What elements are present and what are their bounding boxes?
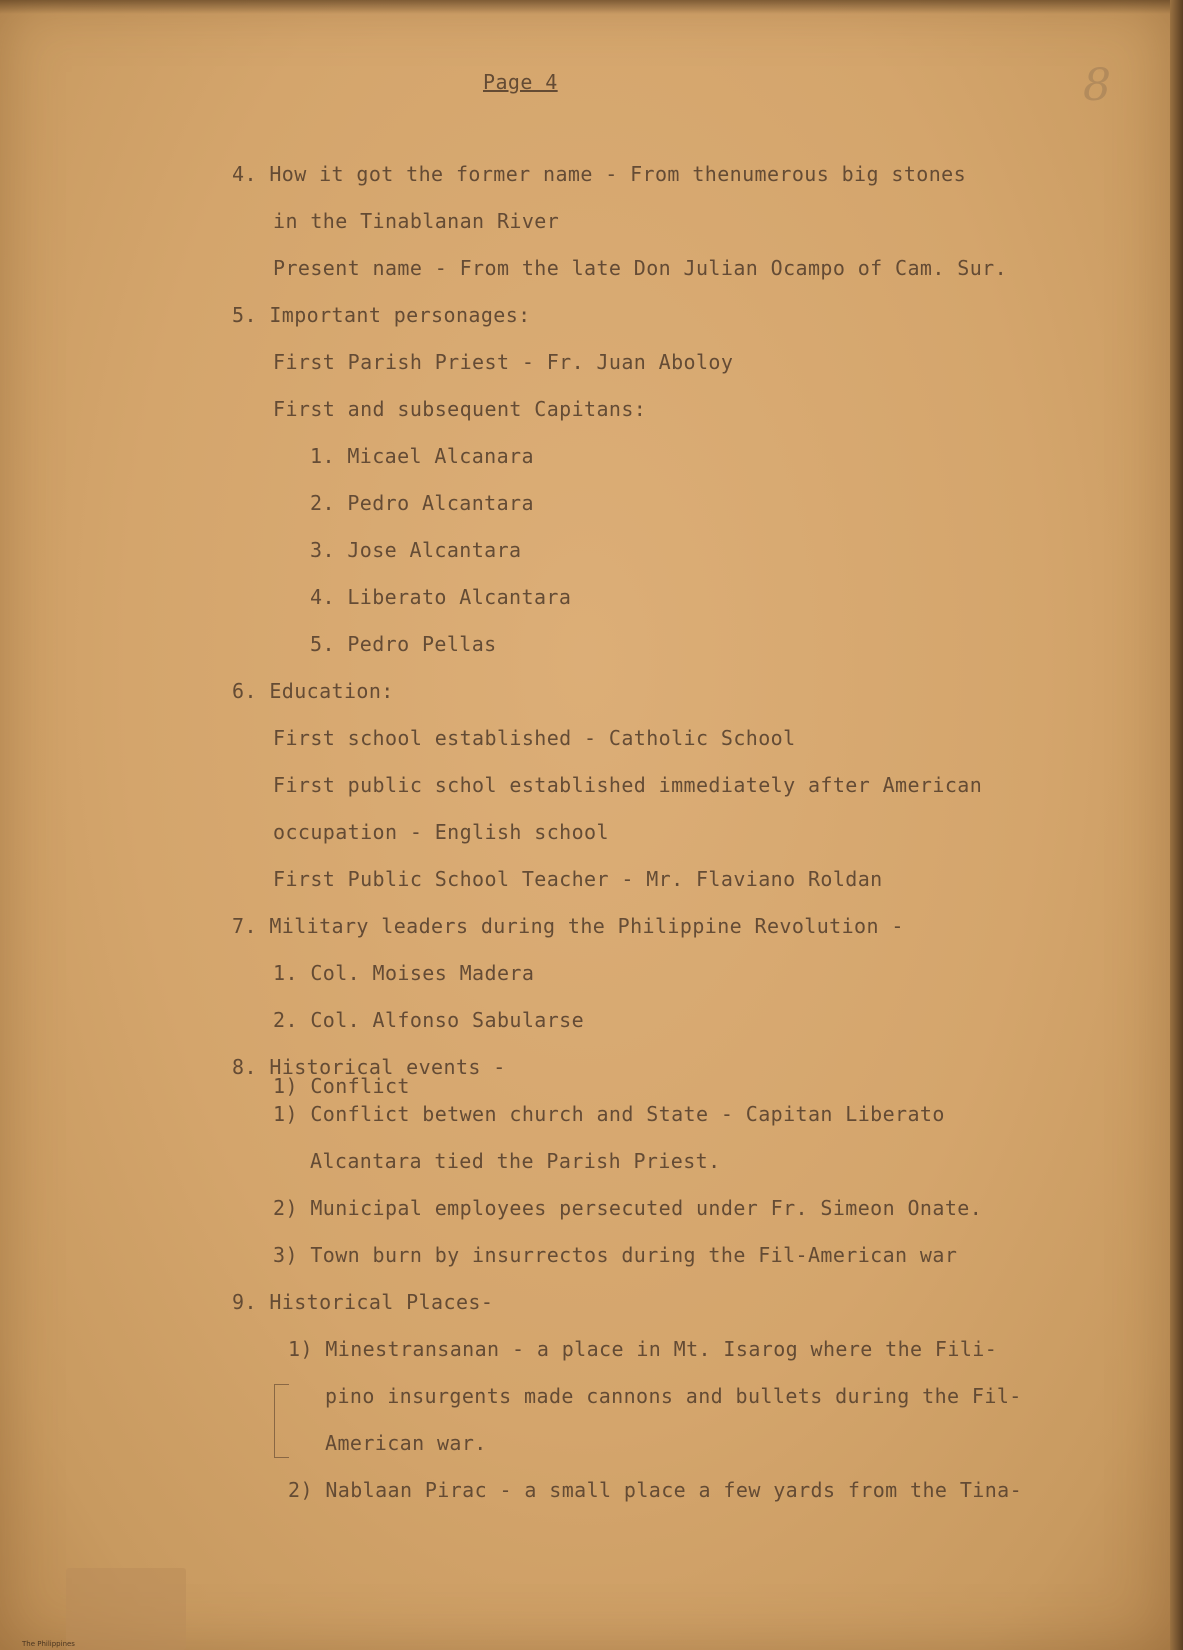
doc-line: 9. Historical Places-: [232, 1290, 494, 1314]
handwritten-bracket: [274, 1384, 289, 1458]
doc-line: 4. Liberato Alcantara: [310, 585, 572, 609]
doc-line: First and subsequent Capitans:: [273, 397, 647, 421]
doc-line: 8. Historical events -: [232, 1055, 506, 1079]
doc-line: Alcantara tied the Parish Priest.: [310, 1149, 721, 1173]
doc-line: 3) Town burn by insurrectos during the Fil-American war: [273, 1243, 958, 1267]
doc-line: 4. How it got the former name - From thenumerous big stones: [232, 162, 967, 186]
doc-line: 2) Municipal employees persecuted under Fr. Simeon Onate.: [273, 1196, 983, 1220]
footer-text: The Philippines: [22, 1640, 75, 1648]
doc-line: American war.: [325, 1431, 487, 1455]
doc-line: pino insurgents made cannons and bullets during the Fil-: [325, 1384, 1022, 1408]
doc-line: 6. Education:: [232, 679, 394, 703]
doc-line: 2. Pedro Alcantara: [310, 491, 534, 515]
doc-line: 1. Micael Alcanara: [310, 444, 534, 468]
doc-line: 1. Col. Moises Madera: [273, 961, 535, 985]
doc-line: 5. Pedro Pellas: [310, 632, 497, 656]
doc-line: occupation - English school: [273, 820, 609, 844]
page-top-shadow: [0, 0, 1170, 14]
doc-line: First Parish Priest - Fr. Juan Aboloy: [273, 350, 734, 374]
doc-line: 1) Conflict betwen church and State - Capitan Liberato: [273, 1102, 945, 1126]
doc-line: First public schol established immediately after American: [273, 773, 983, 797]
doc-line: Present name - From the late Don Julian Ocampo of Cam. Sur.: [273, 256, 1008, 280]
doc-line: in the Tinablanan River: [273, 209, 560, 233]
page-header: Page 4: [483, 70, 558, 94]
doc-line: 2. Col. Alfonso Sabularse: [273, 1008, 585, 1032]
doc-line: 1) Conflict: [273, 1074, 410, 1098]
doc-line: First Public School Teacher - Mr. Flaviano Roldan: [273, 867, 883, 891]
doc-line: 2) Nablaan Pirac - a small place a few yards from the Tina-: [288, 1478, 1023, 1502]
page-edge: [1170, 0, 1183, 1650]
doc-line: 7. Military leaders during the Philippine Revolution -: [232, 914, 904, 938]
margin-note: 8: [1083, 60, 1111, 111]
paper-stain: [66, 1568, 186, 1650]
doc-line: 1) Minestransanan - a place in Mt. Isarog where the Fili-: [288, 1337, 998, 1361]
doc-line: 3. Jose Alcantara: [310, 538, 522, 562]
doc-line: First school established - Catholic School: [273, 726, 796, 750]
doc-line: 5. Important personages:: [232, 303, 531, 327]
